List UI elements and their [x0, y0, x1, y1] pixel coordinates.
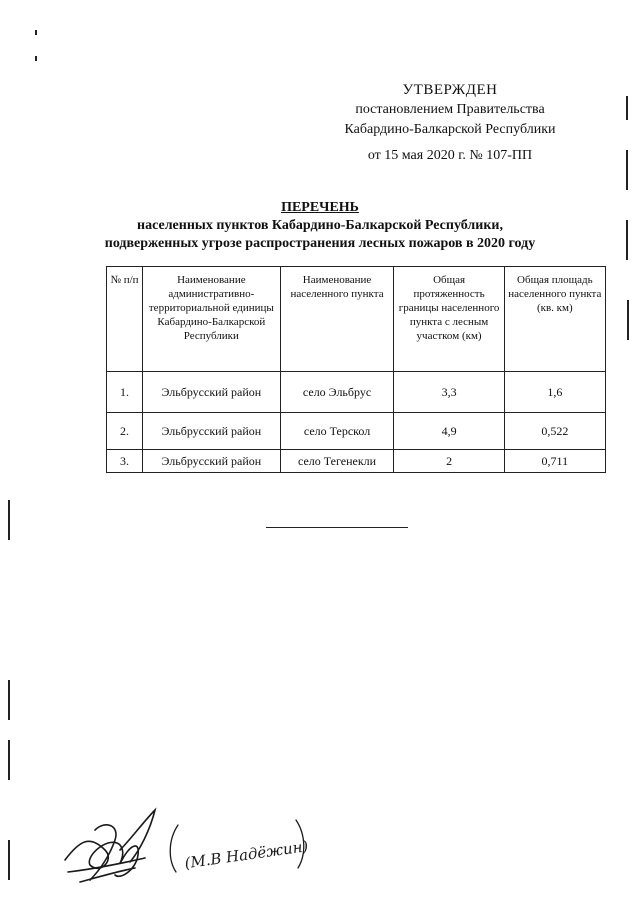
cell-area: 1,6 [504, 372, 605, 413]
cell-border-length: 3,3 [394, 372, 504, 413]
cell-district: Эльбрусский район [143, 450, 281, 473]
cell-area: 0,711 [504, 450, 605, 473]
settlements-table [106, 266, 606, 473]
cell-number: 2. [107, 413, 143, 450]
cell-district: Эльбрусский район [143, 372, 281, 413]
document-subtitle-2: подверженных угрозе распространения лесных пожаров в 2020 году [104, 236, 536, 251]
scan-mark [35, 30, 37, 35]
scan-mark [8, 840, 10, 880]
cell-district: Эльбрусский район [143, 413, 281, 450]
scan-mark [626, 150, 628, 190]
cell-border-length: 2 [394, 450, 504, 473]
cell-settlement: село Терскол [280, 413, 394, 450]
header-number: № п/п [107, 267, 143, 372]
closing-divider-line [266, 527, 408, 528]
table-row [107, 372, 606, 413]
scan-mark [626, 220, 628, 260]
handwritten-signature [60, 800, 320, 900]
cell-area: 0,522 [504, 413, 605, 450]
scan-mark [626, 96, 628, 120]
scan-mark [35, 56, 37, 61]
document-subtitle-1: населенных пунктов Кабардино-Балкарской Республики, [137, 218, 503, 233]
approval-heading: УТВЕРЖДЕН [402, 82, 498, 98]
cell-border-length: 4,9 [394, 413, 504, 450]
signature-name: (М.В Надёжин) [183, 837, 310, 873]
cell-settlement: село Тегенекли [280, 450, 394, 473]
cell-number: 3. [107, 450, 143, 473]
header-border-length: Общая протяженность границы населенного пункта с лесным участком (км) [394, 267, 504, 372]
approval-line-1: постановлением Правительства [355, 102, 545, 117]
approval-line-2: Кабардино-Балкарской Республики [344, 122, 556, 137]
table-header-row [107, 267, 606, 372]
approval-block [300, 80, 600, 166]
document-title-block [60, 199, 580, 253]
table-row [107, 413, 606, 450]
document-title: ПЕРЕЧЕНЬ [281, 200, 359, 215]
approval-date: от 15 мая 2020 г. № 107-ПП [367, 148, 533, 163]
table-row [107, 450, 606, 473]
cell-number: 1. [107, 372, 143, 413]
scan-mark [8, 740, 10, 780]
cell-settlement: село Эльбрус [280, 372, 394, 413]
scan-mark [8, 680, 10, 720]
header-area: Общая площадь населенного пункта (кв. км) [504, 267, 605, 372]
header-district: Наименование административно-территориальной единицы Кабардино-Балкарской Республики [143, 267, 281, 372]
scan-mark [8, 500, 10, 540]
header-settlement: Наименование населенного пункта [280, 267, 394, 372]
scan-mark [627, 300, 629, 340]
signature-block [60, 800, 320, 905]
